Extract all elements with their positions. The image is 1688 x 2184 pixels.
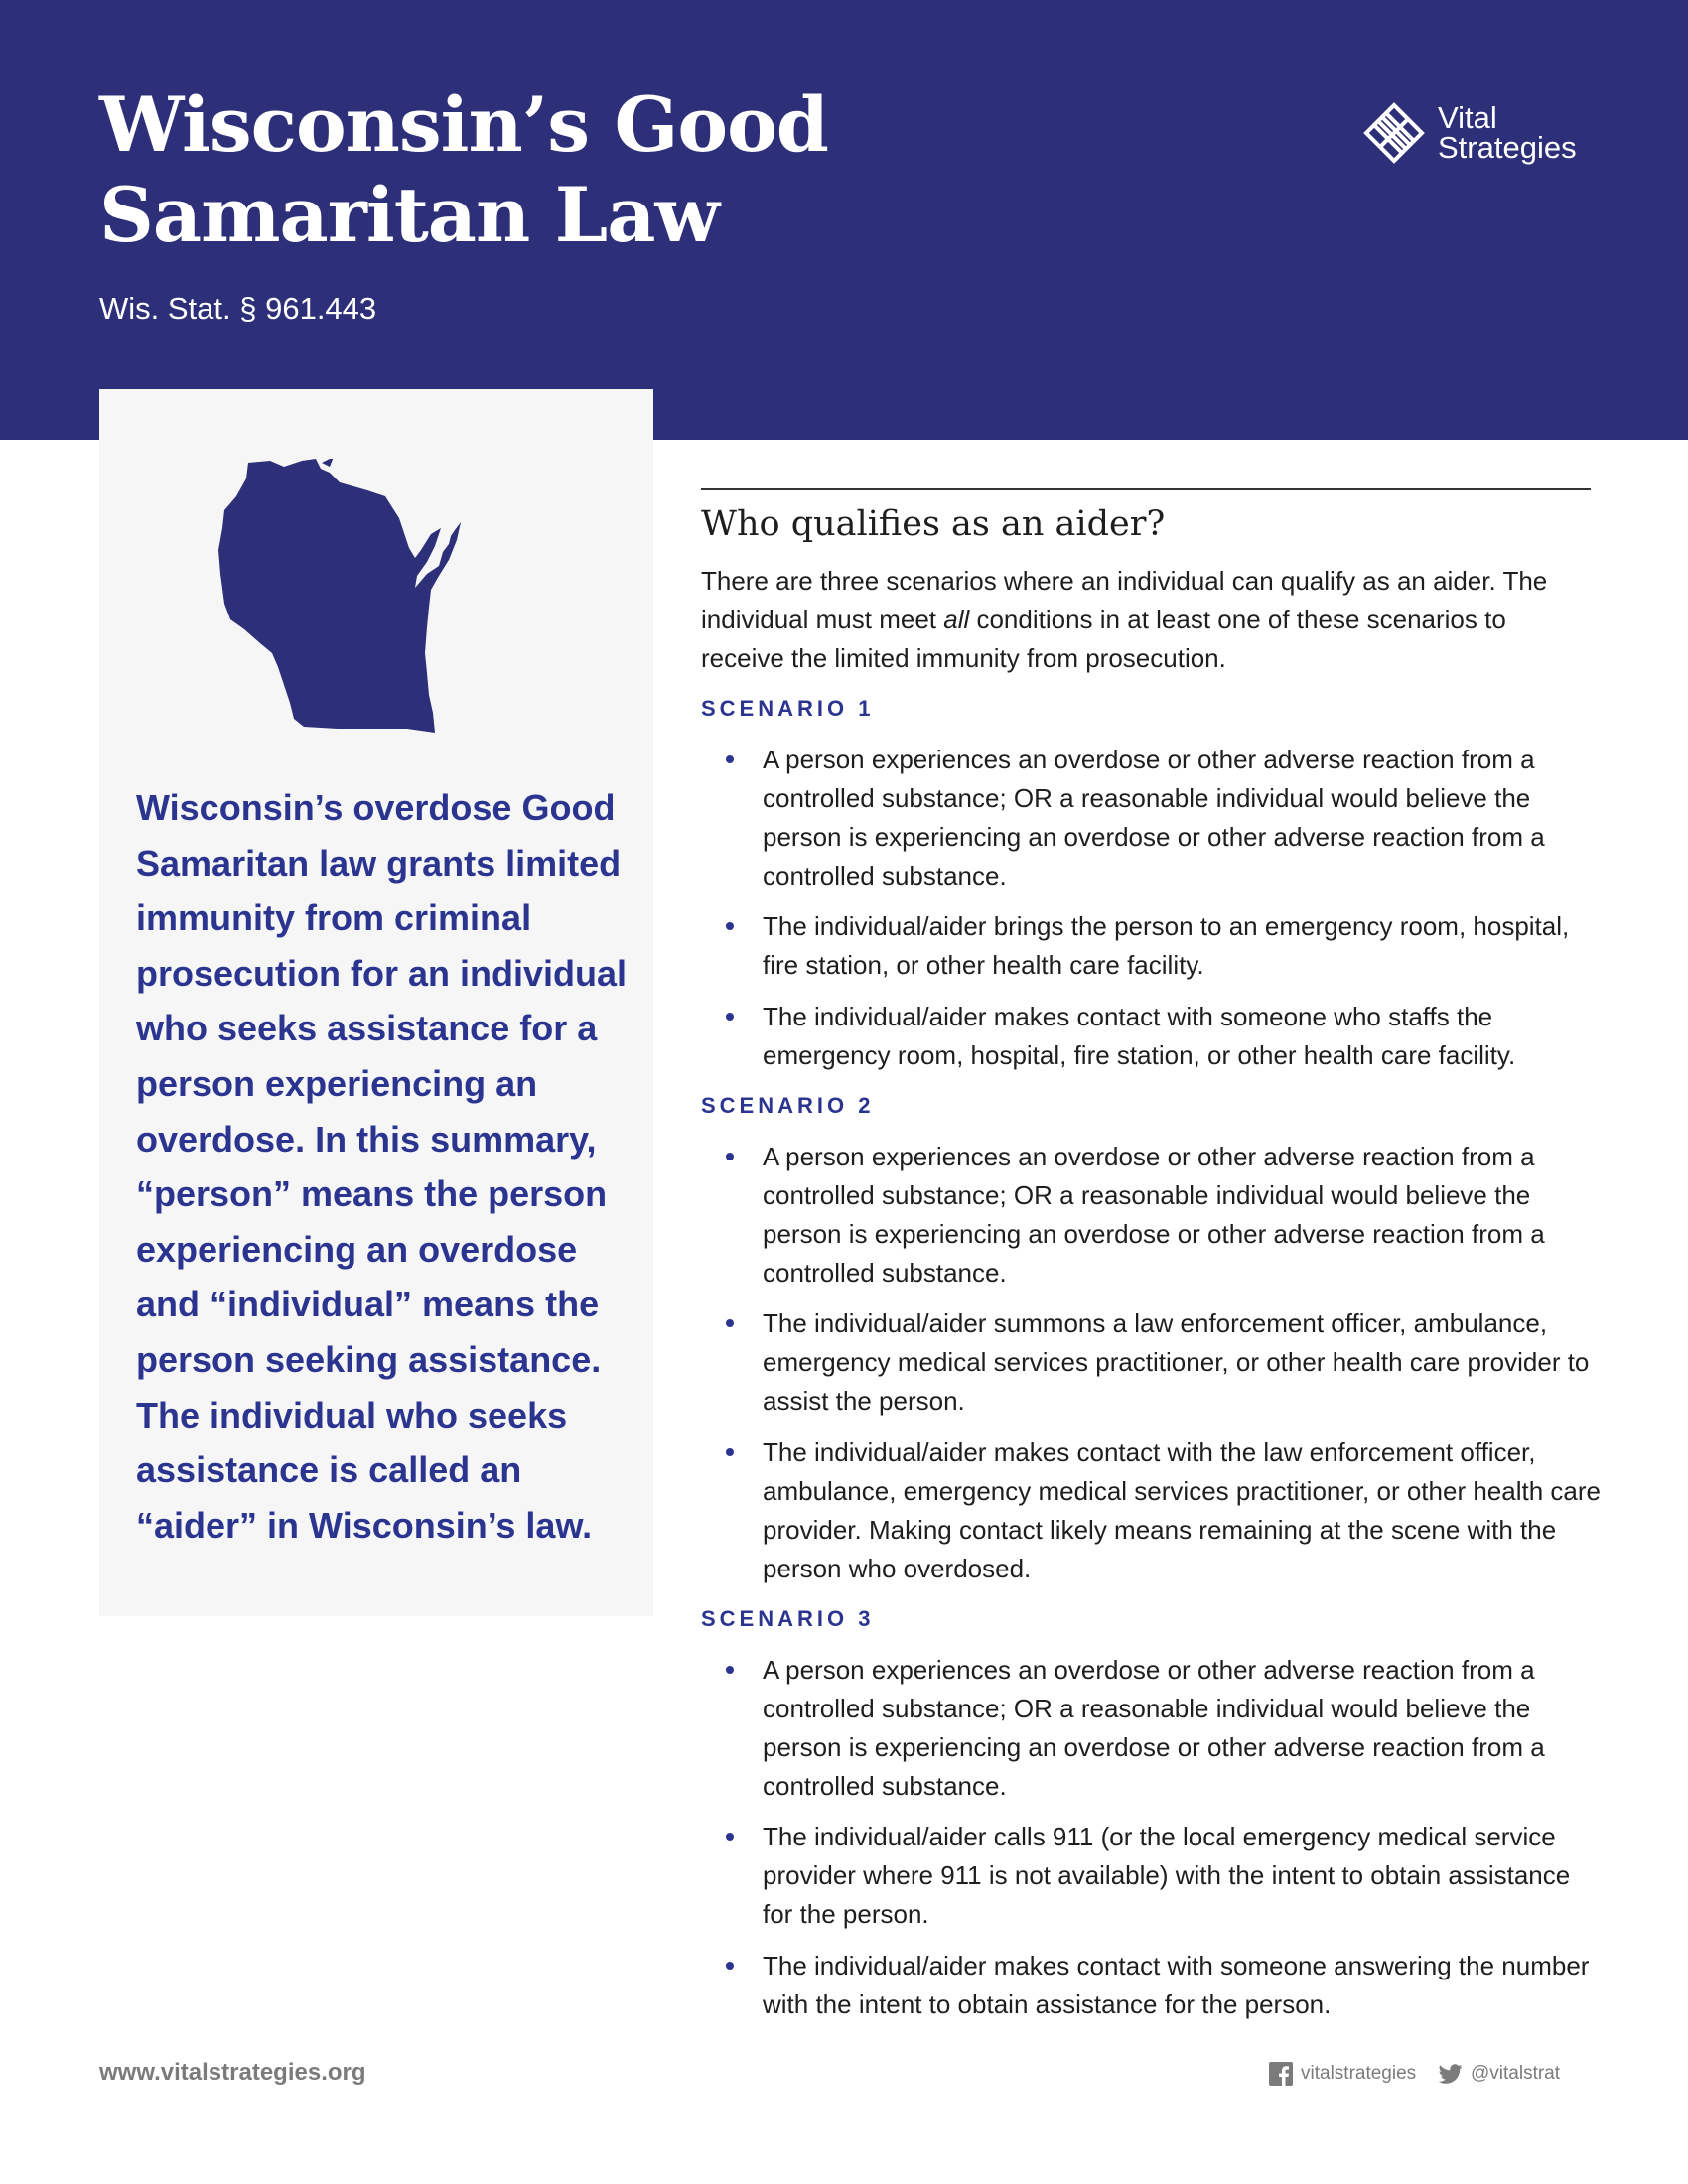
section-heading: Who qualifies as an aider?: [701, 504, 1166, 544]
twitter-link[interactable]: [1439, 2062, 1560, 2086]
logo-word-2: Strategies: [1438, 130, 1577, 165]
vital-strategies-logo: [1358, 97, 1577, 169]
intro-emphasis: all: [943, 605, 970, 634]
bullet-text: A person experiences an overdose or other adverse reaction from a controlled substance; OR a reasonable individual would believe the person is experiencing an overdose or other adverse reaction from a controlled substance.: [763, 745, 1545, 890]
summary-sidebar: [99, 389, 653, 1616]
bullet-text: The individual/aider brings the person to an emergency room, hospital, fire station, or other health care facility.: [763, 911, 1570, 980]
wisconsin-map-icon: [218, 459, 491, 733]
bullet-text: The individual/aider makes contact with someone answering the number with the intent to obtain assistance for the person.: [763, 1951, 1590, 2019]
scenario-2-bullet-3: [763, 1433, 1607, 1588]
scenario-3-bullet-3: [763, 1947, 1607, 2024]
bullet-text: The individual/aider makes contact with someone who staffs the emergency room, hospital, fire station, or other health care facility.: [763, 1002, 1516, 1070]
bullet-dot: [726, 1153, 734, 1160]
bullet-dot: [726, 1666, 734, 1674]
bullet-text: A person experiences an overdose or other adverse reaction from a controlled substance; OR a reasonable individual would believe the person is experiencing an overdose or other adverse reaction from a controlled substance.: [763, 1142, 1545, 1288]
section-divider: [701, 488, 1591, 490]
scenario-2-bullet-1: [763, 1138, 1607, 1293]
twitter-handle: @vitalstrat: [1471, 2063, 1561, 2084]
bullet-dot: [726, 1833, 734, 1841]
twitter-icon: [1439, 2062, 1463, 2086]
bullet-dot: [726, 1448, 734, 1456]
scenario-2-bullet-2: [763, 1304, 1607, 1421]
bullet-text: The individual/aider makes contact with the law enforcement officer, ambulance, emergency medical services practitioner, or other health care provider. Making contact likely means remaining at the scene with the person who overdosed.: [763, 1437, 1601, 1583]
scenario-2-label: SCENARIO 2: [701, 1093, 875, 1118]
intro-paragraph: [701, 562, 1595, 678]
intro-text-start: There are three scenarios where an individual can qualify as an aider. The individual must meet: [701, 566, 1548, 634]
scenario-3-bullet-2: [763, 1818, 1607, 1934]
bullet-text: A person experiences an overdose or other adverse reaction from a controlled substance; OR a reasonable individual would believe the person is experiencing an overdose or other adverse reaction from a controlled substance.: [763, 1655, 1545, 1801]
page-title-line-2: Samaritan Law: [99, 171, 719, 259]
footer-website-link[interactable]: www.vitalstrategies.org: [99, 2059, 366, 2086]
intro-text-end: conditions in at least one of these scenarios to receive the limited immunity from prosecution.: [701, 605, 1506, 673]
scenario-3-bullet-1: [763, 1651, 1607, 1806]
scenario-3-label: SCENARIO 3: [701, 1606, 875, 1631]
bullet-dot: [726, 755, 734, 763]
scenario-1-bullet-1: [763, 741, 1607, 895]
bullet-dot: [726, 1319, 734, 1327]
facebook-link[interactable]: [1269, 2062, 1416, 2086]
bullet-dot: [726, 1962, 734, 1970]
page-title-line-1: Wisconsin’s Good: [99, 80, 828, 169]
bullet-text: The individual/aider calls 911 (or the local emergency medical service provider where 911 is not available) with the intent to obtain assistance for the person.: [763, 1822, 1571, 1929]
statute-citation: Wis. Stat. § 961.443: [99, 291, 377, 326]
scenario-1-label: SCENARIO 1: [701, 696, 875, 721]
vital-strategies-logo-icon: [1358, 97, 1430, 169]
logo-wordmark: [1438, 100, 1577, 165]
bullet-text: The individual/aider summons a law enforcement officer, ambulance, emergency medical services practitioner, or other health care provider to assist the person.: [763, 1308, 1590, 1416]
scenario-1-bullet-3: [763, 998, 1607, 1075]
scenario-1-bullet-2: [763, 907, 1607, 985]
facebook-handle: vitalstrategies: [1301, 2063, 1417, 2084]
page-title: [99, 79, 828, 260]
facebook-icon: [1269, 2062, 1293, 2086]
bullet-dot: [726, 922, 734, 930]
summary-statement: Wisconsin’s overdose Good Samaritan law grants limited immunity from criminal prosecution for an individual who seeks assistance for a person experiencing an overdose. In this summary, “person” means the person experiencing an overdose and “individual” means the person seeking assistance. The individual who seeks assistance is called an “aider” in Wisconsin’s law.: [136, 787, 628, 1546]
logo-word-1: Vital: [1438, 100, 1497, 135]
bullet-dot: [726, 1013, 734, 1021]
